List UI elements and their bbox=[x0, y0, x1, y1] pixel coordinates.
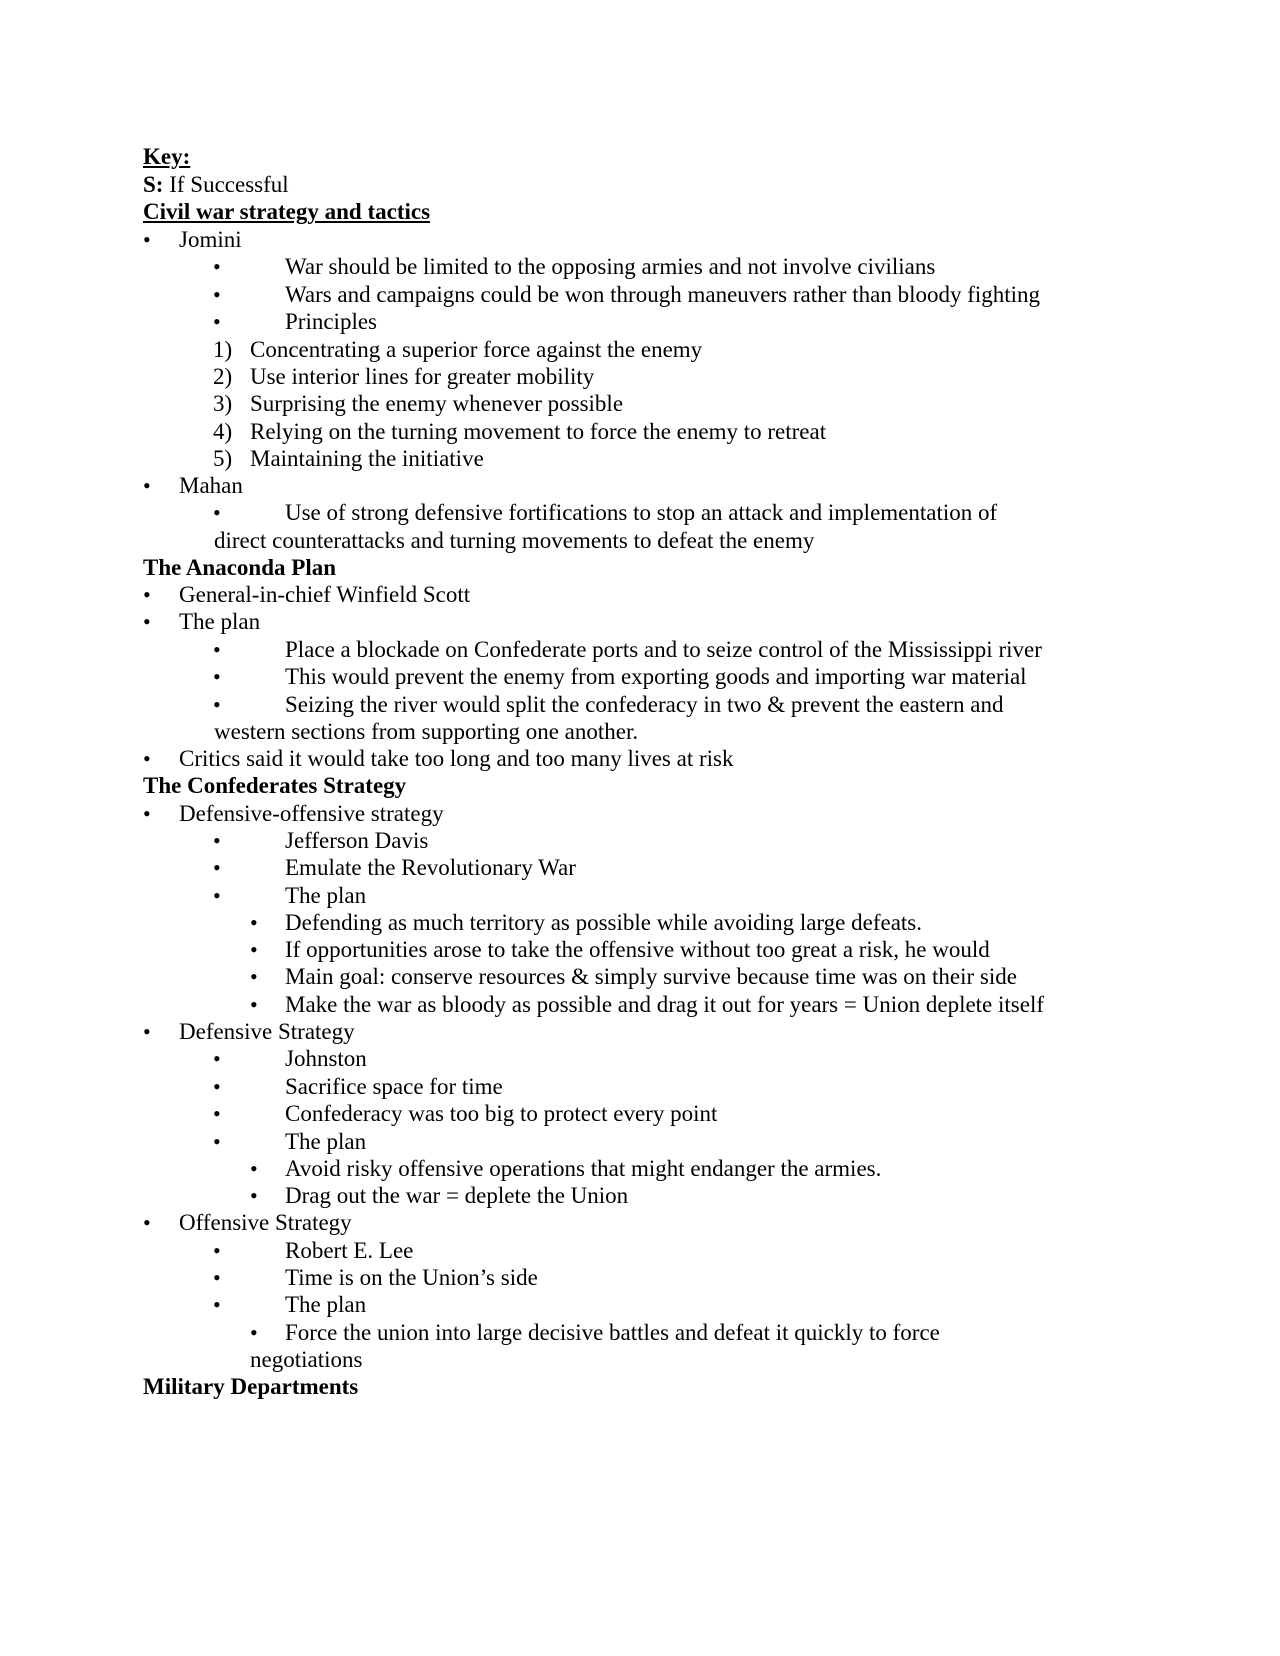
bullet-icon: • bbox=[143, 746, 151, 771]
bullet-icon: • bbox=[143, 1210, 151, 1235]
bullet-icon: • bbox=[213, 1265, 221, 1290]
defensive-plan-item: Avoid risky offensive operations that might endanger the armies. bbox=[285, 1156, 882, 1181]
defoff-plan-item: Defending as much territory as possible while avoiding large defeats. bbox=[285, 910, 923, 935]
defoff-plan-item: If opportunities arose to take the offensive without too great a risk, he would bbox=[285, 937, 990, 962]
bullet-icon: • bbox=[213, 883, 221, 908]
defensive-item: Johnston bbox=[285, 1046, 367, 1071]
bullet-icon: • bbox=[213, 855, 221, 880]
bullet-icon: • bbox=[213, 1074, 221, 1099]
defoff-item: Jefferson Davis bbox=[285, 828, 429, 853]
anaconda-heading: The Anaconda Plan bbox=[143, 555, 336, 580]
bullet-icon: • bbox=[143, 582, 151, 607]
bullet-icon: • bbox=[213, 500, 221, 525]
anaconda-critics: Critics said it would take too long and too many lives at risk bbox=[179, 746, 734, 771]
jomini-item: Principles bbox=[285, 309, 377, 334]
principle-number: 3) bbox=[213, 391, 233, 416]
key-s-label: S: bbox=[143, 172, 164, 197]
jomini-item: War should be limited to the opposing armies and not involve civilians bbox=[285, 254, 936, 279]
offensive-plan-line2: negotiations bbox=[250, 1347, 363, 1372]
defensive-item: The plan bbox=[285, 1129, 367, 1154]
principle-number: 5) bbox=[213, 446, 233, 471]
anaconda-split-line1: Seizing the river would split the confederacy in two & prevent the eastern and bbox=[285, 692, 1004, 717]
bullet-icon: • bbox=[250, 1320, 258, 1345]
bullet-icon: • bbox=[213, 1292, 221, 1317]
bullet-icon: • bbox=[213, 692, 221, 717]
bullet-icon: • bbox=[213, 1101, 221, 1126]
bullet-icon: • bbox=[143, 801, 151, 826]
offensive-item: The plan bbox=[285, 1292, 367, 1317]
bullet-icon: • bbox=[250, 937, 258, 962]
bullet-icon: • bbox=[213, 282, 221, 307]
bullet-icon: • bbox=[143, 227, 151, 252]
defensive-item: Confederacy was too big to protect every point bbox=[285, 1101, 718, 1126]
principle-text: Surprising the enemy whenever possible bbox=[250, 391, 624, 416]
key-label: Key: bbox=[143, 144, 191, 169]
anaconda-plan-item: This would prevent the enemy from exporting goods and importing war material bbox=[285, 664, 1027, 689]
bullet-icon: • bbox=[213, 664, 221, 689]
bullet-icon: • bbox=[213, 254, 221, 279]
mahan-item-line2: direct counterattacks and turning movements to defeat the enemy bbox=[214, 528, 815, 553]
bullet-icon: • bbox=[213, 1129, 221, 1154]
bullet-icon: • bbox=[213, 828, 221, 853]
bullet-icon: • bbox=[213, 637, 221, 662]
bullet-icon: • bbox=[143, 609, 151, 634]
mahan-label: Mahan bbox=[179, 473, 243, 498]
military-heading: Military Departments bbox=[143, 1374, 359, 1399]
document-title: Civil war strategy and tactics bbox=[143, 199, 431, 224]
defoff-item: The plan bbox=[285, 883, 367, 908]
defensive-plan-item: Drag out the war = deplete the Union bbox=[285, 1183, 629, 1208]
principle-text: Use interior lines for greater mobility bbox=[250, 364, 595, 389]
offensive-label: Offensive Strategy bbox=[179, 1210, 352, 1235]
bullet-icon: • bbox=[250, 910, 258, 935]
bullet-icon: • bbox=[143, 473, 151, 498]
principle-text: Maintaining the initiative bbox=[250, 446, 484, 471]
jomini-item: Wars and campaigns could be won through maneuvers rather than bloody fighting bbox=[285, 282, 1041, 307]
offensive-plan-line1: Force the union into large decisive battles and defeat it quickly to force bbox=[285, 1320, 940, 1345]
bullet-icon: • bbox=[143, 1019, 151, 1044]
bullet-icon: • bbox=[250, 964, 258, 989]
principle-text: Relying on the turning movement to force the enemy to retreat bbox=[250, 419, 827, 444]
defoff-label: Defensive-offensive strategy bbox=[179, 801, 444, 826]
offensive-item: Robert E. Lee bbox=[285, 1238, 414, 1263]
defensive-item: Sacrifice space for time bbox=[285, 1074, 503, 1099]
bullet-icon: • bbox=[213, 1046, 221, 1071]
principle-number: 2) bbox=[213, 364, 233, 389]
bullet-icon: • bbox=[213, 309, 221, 334]
key-s-text: If Successful bbox=[169, 172, 289, 197]
defoff-plan-item: Main goal: conserve resources & simply survive because time was on their side bbox=[285, 964, 1017, 989]
anaconda-split-line2: western sections from supporting one another. bbox=[214, 719, 639, 744]
offensive-item: Time is on the Union’s side bbox=[285, 1265, 538, 1290]
anaconda-plan-label: The plan bbox=[179, 609, 261, 634]
bullet-icon: • bbox=[250, 1156, 258, 1181]
bullet-icon: • bbox=[250, 992, 258, 1017]
confederates-heading: The Confederates Strategy bbox=[143, 773, 407, 798]
defensive-label: Defensive Strategy bbox=[179, 1019, 355, 1044]
principle-number: 1) bbox=[213, 337, 233, 362]
bullet-icon: • bbox=[250, 1183, 258, 1208]
bullet-icon: • bbox=[213, 1238, 221, 1263]
principle-text: Concentrating a superior force against the enemy bbox=[250, 337, 703, 362]
anaconda-plan-item: Place a blockade on Confederate ports and to seize control of the Mississippi river bbox=[285, 637, 1042, 662]
jomini-label: Jomini bbox=[179, 227, 242, 252]
anaconda-general: General-in-chief Winfield Scott bbox=[179, 582, 471, 607]
mahan-item-line1: Use of strong defensive fortifications to stop an attack and implementation of bbox=[285, 500, 998, 525]
defoff-plan-item: Make the war as bloody as possible and drag it out for years = Union deplete itself bbox=[285, 992, 1044, 1017]
principle-number: 4) bbox=[213, 419, 233, 444]
defoff-item: Emulate the Revolutionary War bbox=[285, 855, 576, 880]
key-entry bbox=[143, 171, 289, 199]
